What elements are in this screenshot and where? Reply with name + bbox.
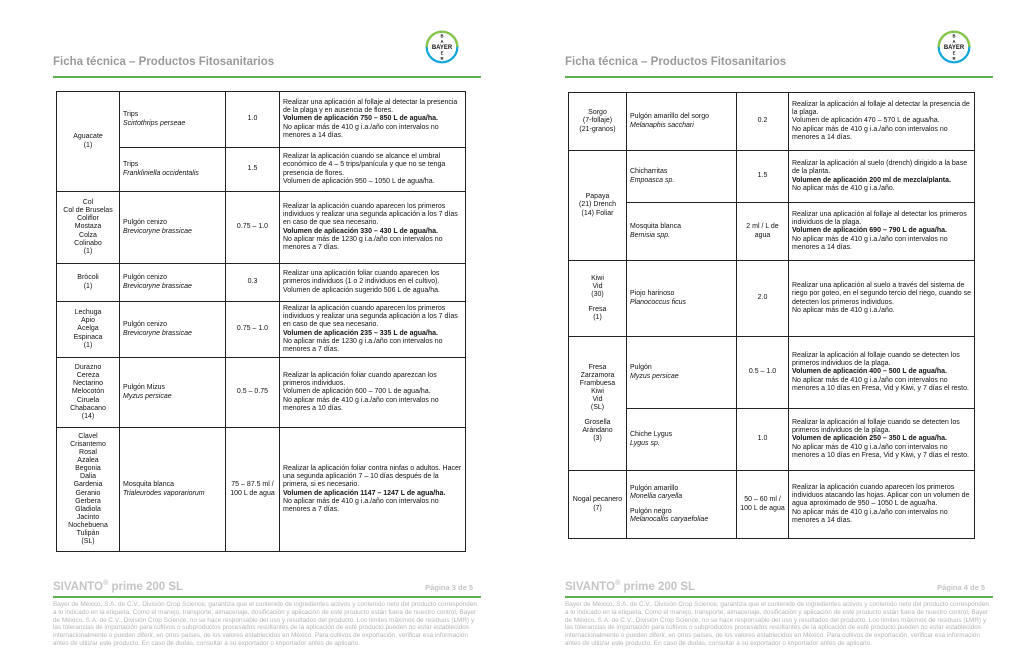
disclaimer-text: Bayer de México, S.A. de C.V., División Crop Science, garantiza que el contenido de ingredientes activos y contenido neto del producto corresponden a lo indicado en la etiqueta. Como el manejo, transporte, almacenaje, dosificación y aplicación de este producto están fuera de nuestro control, Bayer de México, S.A. de C.V., División Crop Science, no se hace responsable del uso y resultados del producto. Los límites máximos de residuos (LMR) y las tolerancias de importación para cultivos o subproductos procesados resultantes de la aplicación de este producto pueden no estar establecidos internacionalmente o pueden diferir, en otros países, de los valores establecidos en México. Para cultivos de exportación, verificar esa información antes de utilizar este producto. En caso de dudas, consultar a su exportador o importador antes de aplicarlo.	[53, 601, 477, 648]
crop-name: Vid	[592, 282, 603, 290]
crop-name: (1)	[83, 341, 93, 349]
header-divider	[565, 76, 993, 78]
recommendation-line: No aplicar más de 410 g i.a./año con intervalos no menores a 14 días.	[792, 125, 948, 141]
crop-name: Colza	[79, 231, 97, 239]
header-title: Ficha técnica – Productos Fitosanitarios	[53, 56, 275, 68]
table-row	[57, 428, 466, 552]
recommendation-line: No aplicar más de 1230 g i.a./año con intervalos no menores a 7 días.	[283, 337, 443, 353]
header-divider	[53, 76, 481, 78]
pest-cell	[627, 337, 737, 409]
crop-name: (21-granos)	[579, 125, 616, 133]
svg-text:R: R	[952, 55, 956, 61]
crop-name: (1)	[83, 282, 93, 290]
table-row	[569, 93, 975, 151]
application-table	[56, 91, 466, 552]
recommendation-line: Volumen de aplicación 1147 – 1247 L de agua/ha.	[283, 489, 446, 497]
recommendation-line: No aplicar más de 1230 g i.a./año con intervalos no menores a 7 días.	[283, 235, 443, 251]
crop-name: Cereza	[76, 372, 100, 380]
svg-text:BAYER: BAYER	[431, 45, 453, 52]
pest-cell	[627, 409, 737, 471]
table-row	[57, 192, 466, 264]
table-row	[569, 409, 975, 471]
recommendation-cell	[789, 203, 975, 261]
footer-divider	[565, 596, 993, 598]
crop-name: Espinaca	[73, 333, 103, 341]
pest-common-name: Pulgón cenizo	[123, 219, 167, 227]
recommendation-line: Realizar la aplicación cuando se alcance el umbral económico de 4 – 5 trips/panícula y que no se tenga presencia de flores.	[283, 153, 446, 177]
recommendation-line: No aplicar más de 410 g i.a./año con intervalos no menores a 10 días en Fresa, Vid y Kiwi, y 7 días el resto.	[792, 376, 969, 392]
crop-name: Grosella	[584, 419, 611, 427]
svg-text:B: B	[440, 33, 444, 39]
pest-common-name: Pulgón cenizo	[123, 321, 167, 329]
pest-common-name: Piojo harinoso	[630, 290, 675, 298]
recommendation-line: No aplicar más de 410 g i.a./año.	[792, 184, 895, 192]
dose-cell: 1.0	[226, 92, 280, 148]
table-row	[569, 151, 975, 203]
pest-common-name: Pulgón Mizus	[123, 384, 166, 392]
table-row	[57, 92, 466, 148]
crop-name: Frambuesa	[579, 379, 616, 387]
pest-scientific-name: Planococcus ficus	[630, 298, 687, 306]
recommendation-line: Realizar la aplicación al suelo (drench) dirigido a la base de la planta.	[792, 160, 968, 176]
crop-name: Kiwi	[591, 274, 604, 282]
dose-cell: 0.75 – 1.0	[226, 302, 280, 358]
recommendation-line: No aplicar más de 410 g i.a./año con intervalos no menores a 14 días.	[792, 235, 948, 251]
crop-name: Lechuga	[74, 309, 102, 317]
crop-cell	[57, 192, 120, 264]
crop-name: Gardenia	[73, 481, 103, 489]
crop-cell	[57, 92, 120, 192]
crop-name: Nectarino	[73, 380, 103, 388]
crop-name: (30)	[591, 290, 604, 298]
pest-scientific-name: Melanaphis sacchari	[630, 121, 694, 129]
pest-cell	[627, 471, 737, 539]
spacer	[572, 299, 623, 306]
pest-scientific-name: Lygus sp.	[630, 439, 660, 447]
footer-product-name: SIVANTO® prime 200 SL	[53, 580, 184, 593]
crop-name: (SL)	[590, 404, 605, 412]
crop-cell	[569, 93, 627, 151]
dose-cell: 0.75 – 1.0	[226, 192, 280, 264]
pest-common-name: Mosquita blanca	[630, 223, 681, 231]
recommendation-line: Realizar la aplicación al follaje cuando se detecten los primeros individuos de la plaga.	[792, 419, 960, 435]
spacer	[630, 501, 733, 508]
recommendation-line: Volumen de aplicación 400 – 500 L de agua/ha.	[792, 368, 947, 376]
pest-common-name: Chiche Lygus	[630, 431, 673, 439]
recommendation-cell	[789, 337, 975, 409]
recommendation-cell	[280, 428, 466, 552]
dose-cell: 0.3	[226, 264, 280, 302]
recommendation-line: Volumen de aplicación 235 – 335 L de agua/ha.	[283, 329, 438, 337]
crop-name: Coliflor	[77, 215, 99, 223]
recommendation-line: Volumen de aplicación 250 – 350 L de agua/ha.	[792, 435, 947, 443]
crop-name: Nochebuena	[68, 521, 108, 529]
crop-cell	[57, 302, 120, 358]
page-number: Página 4 de 5	[937, 583, 985, 592]
crop-name: Geranio	[75, 489, 101, 497]
crop-cell	[569, 151, 627, 261]
crop-name: Tulipán	[76, 529, 100, 537]
crop-name: (1)	[83, 141, 93, 149]
document-page-3	[13, 0, 509, 663]
pest-cell	[120, 302, 226, 358]
recommendation-line: No aplicar más de 410 g i.a./año con intervalos no menores a 14 días.	[792, 508, 948, 524]
pest-common-name: Chicharritas	[630, 168, 668, 176]
table-row	[569, 471, 975, 539]
dose-cell: 1.0	[737, 409, 789, 471]
recommendation-cell	[280, 92, 466, 148]
crop-name: Arándano	[582, 427, 613, 435]
recommendation-cell	[789, 261, 975, 337]
pest-scientific-name: Myzus persicae	[630, 372, 679, 380]
recommendation-line: Volumen de aplicación 600 – 700 L de agua/ha.	[283, 388, 431, 396]
table-row	[569, 337, 975, 409]
recommendation-line: Realizar una aplicación al follaje al detectar la presencia de la plaga y en ausencia de flores.	[283, 99, 458, 115]
pest-scientific-name: Empoasca sp.	[630, 176, 675, 184]
pest-scientific-name: Scirtothrips perseae	[123, 119, 186, 127]
svg-text:A: A	[440, 38, 444, 44]
crop-name: Nogal pecanero	[572, 496, 623, 504]
disclaimer-text: Bayer de México, S.A. de C.V., División Crop Science, garantiza que el contenido de ingredientes activos y contenido neto del producto corresponden a lo indicado en la etiqueta. Como el manejo, transporte, almacenaje, dosificación y aplicación de este producto están fuera de nuestro control, Bayer de México, S.A. de C.V., División Crop Science, no se hace responsable del uso y resultados del producto. Los límites máximos de residuos (LMR) y las tolerancias de importación para cultivos o subproductos procesados resultantes de la aplicación de este producto pueden no estar establecidos internacionalmente o pueden diferir, en otros países, de los valores establecidos en México. Para cultivos de exportación, verificar esa información antes de utilizar este producto. En caso de dudas, consultar a su exportador o importador antes de aplicarlo.	[565, 601, 989, 648]
crop-name: Ciruela	[76, 396, 100, 404]
table-row	[57, 264, 466, 302]
recommendation-line: No aplicar más de 410 g i.a./año con intervalos no menores a 7 días.	[283, 497, 439, 513]
pest-cell	[627, 93, 737, 151]
pest-common-name: Pulgón negro	[630, 508, 672, 515]
pest-scientific-name: Brevicoryne brassicae	[123, 282, 192, 290]
recommendation-cell	[280, 192, 466, 264]
crop-name: Chabacano	[70, 404, 106, 412]
pest-common-name: Pulgón	[630, 364, 652, 372]
svg-text:BAYER: BAYER	[943, 45, 965, 52]
document-page-4	[525, 0, 1021, 663]
crop-name: Colinabo	[74, 239, 102, 247]
pest-cell	[120, 358, 226, 428]
recommendation-line: Realizar una aplicación foliar cuando aparecen los primeros individuos (1 o 2 individuos en el cultivo).	[283, 270, 440, 286]
crop-name: Gerbera	[75, 497, 101, 505]
crop-name: Brócoli	[77, 274, 99, 282]
dose-cell: 1.5	[737, 151, 789, 203]
crop-name: Crisantemo	[70, 441, 106, 449]
recommendation-line: No aplicar más de 410 g i.a./año con intervalos no menores a 10 días en Fresa, Vid y Kiwi, y 7 días el resto.	[792, 443, 969, 459]
pest-cell	[627, 151, 737, 203]
table-row	[57, 358, 466, 428]
crop-name: Col de Bruselas	[63, 207, 113, 215]
table-row	[569, 203, 975, 261]
dose-cell: 2.0	[737, 261, 789, 337]
crop-name: (7-follaje)	[582, 117, 613, 125]
recommendation-line: Volumen de aplicación 750 – 850 L de agua/ha.	[283, 115, 438, 123]
crop-name: Kiwi	[591, 387, 604, 395]
pest-cell	[627, 203, 737, 261]
spacer	[572, 412, 623, 419]
dose-cell: 0.5 – 1.0	[737, 337, 789, 409]
dose-cell: 0.2	[737, 93, 789, 151]
dose-cell: 1.5	[226, 148, 280, 192]
crop-name: Clavel	[78, 433, 98, 441]
recommendation-line: No aplicar más de 410 g i.a./año.	[792, 306, 895, 314]
crop-name: Dalia	[80, 473, 96, 481]
crop-name: Gladiola	[75, 505, 101, 513]
crop-name: (7)	[593, 504, 602, 512]
dose-cell: 75 – 87.5 ml / 100 L de agua	[226, 428, 280, 552]
recommendation-cell	[280, 358, 466, 428]
pest-common-name: Trips	[123, 161, 139, 169]
pest-common-name: Mosquita blanca	[123, 481, 174, 489]
crop-cell	[57, 358, 120, 428]
crop-name: Jacinto	[76, 513, 100, 521]
pest-cell	[120, 148, 226, 192]
crop-cell	[569, 337, 627, 471]
recommendation-cell	[789, 471, 975, 539]
page-number: Página 3 de 5	[425, 583, 473, 592]
crop-name: Melocotón	[71, 388, 105, 396]
pest-common-name: Trips	[123, 111, 139, 119]
pest-scientific-name: Monellia caryella	[630, 492, 683, 500]
crop-name: (SL)	[81, 537, 95, 545]
dose-cell: 0.5 – 0.75	[226, 358, 280, 428]
table-row	[57, 302, 466, 358]
crop-name: Col	[82, 199, 94, 207]
crop-name: (14)	[81, 412, 95, 420]
crop-name: Acelga	[77, 325, 99, 333]
pest-scientific-name: Brevicoryne brassicae	[123, 227, 192, 235]
crop-name: Aguacate	[73, 133, 103, 141]
recommendation-line: Realizar la aplicación foliar contra ninfas o adultos. Hacer una segunda aplicación 7 – 10 días después de la primera, si es necesario.	[283, 465, 462, 489]
crop-name: (3)	[593, 435, 602, 443]
footer-product-name: SIVANTO® prime 200 SL	[565, 580, 696, 593]
recommendation-line: Volumen de aplicación 470 – 570 L de agua/ha.	[792, 117, 940, 125]
crop-name: (1)	[593, 314, 602, 322]
recommendation-cell	[789, 93, 975, 151]
recommendation-cell	[280, 148, 466, 192]
crop-name: Durazno	[74, 364, 102, 372]
recommendation-line: Realizar la aplicación cuando aparecen los primeros individuos y realizar una segunda aplicación a los 7 días en caso de que sea necesario.	[283, 203, 458, 227]
crop-name: Zarzamora	[580, 371, 615, 379]
recommendation-line: Realizar una aplicación al follaje al detectar los primeros individuos de la plaga.	[792, 211, 967, 227]
pest-scientific-name: Melanocallis caryaefoliae	[630, 516, 709, 524]
recommendation-line: Volumen de aplicación 330 – 430 L de agua/ha.	[283, 227, 438, 235]
pest-common-name: Pulgón amarillo	[630, 484, 679, 492]
recommendation-line: Volumen de aplicación 690 – 790 L de agua/ha.	[792, 227, 947, 235]
recommendation-cell	[789, 151, 975, 203]
crop-name: (21) Drench	[579, 201, 616, 209]
pest-cell	[120, 428, 226, 552]
crop-cell	[569, 261, 627, 337]
crop-name: (1)	[83, 247, 93, 255]
recommendation-line: Realizar la aplicación al follaje al detectar la presencia de la plaga.	[792, 101, 970, 117]
header-title: Ficha técnica – Productos Fitosanitarios	[565, 56, 787, 68]
dose-cell: 2 ml / L de agua	[737, 203, 789, 261]
svg-text:A: A	[952, 38, 956, 44]
pest-cell	[627, 261, 737, 337]
recommendation-line: No aplicar más de 410 g i.a./año con intervalos no menores a 14 días.	[283, 123, 439, 139]
recommendation-line: Volumen de aplicación sugerido 506 L de agua/ha.	[283, 286, 440, 294]
crop-name: Fresa	[588, 363, 607, 371]
crop-cell	[57, 264, 120, 302]
svg-text:E: E	[952, 50, 956, 56]
recommendation-cell	[280, 264, 466, 302]
recommendation-line: Realizar una aplicación al suelo a través del sistema de riego por goteo, en el segundo tercio del riego, cuando se detecten los primeros individuos.	[792, 282, 972, 306]
recommendation-line: No aplicar más de 410 g i.a./año con intervalos no menores a 10 días.	[283, 396, 439, 412]
svg-text:E: E	[440, 50, 444, 56]
crop-name: Begonia	[75, 465, 101, 473]
crop-cell	[57, 428, 120, 552]
pest-cell	[120, 192, 226, 264]
recommendation-cell	[280, 302, 466, 358]
recommendation-line: Realizar la aplicación cuando aparecen los primeros individuos y realizar una segunda aplicación a los 7 días en caso de que sea necesario.	[283, 305, 458, 329]
crop-name: Apio	[80, 317, 95, 325]
crop-name: Papaya	[585, 193, 610, 201]
recommendation-line: Volumen de aplicación 950 – 1050 L de agua/ha.	[283, 177, 435, 185]
svg-text:R: R	[440, 55, 444, 61]
recommendation-line: Realizar la aplicación foliar cuando aparezcan los primeros individuos.	[283, 372, 437, 388]
crop-name: Azalea	[77, 457, 99, 465]
pest-common-name: Pulgón amarillo del sorgo	[630, 113, 709, 121]
recommendation-line: Realizar la aplicación cuando aparecen los primeros individuos atacando las hojas. Aplicar con un volumen de agua aproximado de 950 – 1050 L de agua/ha.	[792, 484, 970, 508]
crop-name: Vid	[592, 395, 603, 403]
crop-name: (14) Foliar	[581, 209, 614, 217]
pest-cell	[120, 92, 226, 148]
pest-common-name: Pulgón cenizo	[123, 274, 167, 282]
pest-scientific-name: Myzus persicae	[123, 392, 172, 400]
application-table	[568, 92, 975, 539]
footer-divider	[53, 596, 481, 598]
svg-text:B: B	[952, 33, 956, 39]
table-row	[569, 261, 975, 337]
dose-cell: 50 – 60 ml / 100 L de agua	[737, 471, 789, 539]
pest-scientific-name: Trialeurodes vaporariorum	[123, 489, 205, 497]
bayer-logo-icon	[425, 30, 459, 64]
crop-cell	[569, 471, 627, 539]
recommendation-cell	[789, 409, 975, 471]
pest-scientific-name: Frankliniella occidentalis	[123, 169, 199, 177]
crop-name: Mostaza	[74, 223, 102, 231]
recommendation-line: Volumen de aplicación 200 ml de mezcla/planta.	[792, 176, 951, 184]
pest-scientific-name: Bemisia spp.	[630, 231, 671, 239]
pest-cell	[120, 264, 226, 302]
recommendation-line: Realizar la aplicación al follaje cuando se detecten los primeros individuos de la plaga.	[792, 352, 960, 368]
bayer-logo-icon	[937, 30, 971, 64]
crop-name: Rosal	[79, 449, 97, 457]
pest-scientific-name: Brevicoryne brassicae	[123, 329, 192, 337]
crop-name: Fresa	[588, 306, 607, 314]
crop-name: Sorgo	[588, 109, 607, 117]
